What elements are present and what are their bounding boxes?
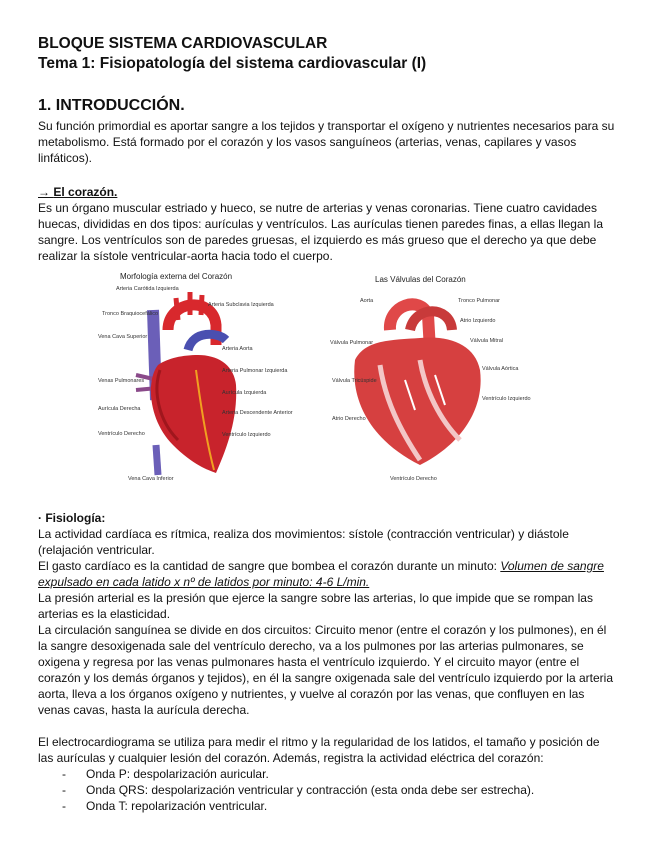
svg-text:Tronco Pulmonar: Tronco Pulmonar — [458, 298, 500, 304]
svg-text:Válvula Pulmonar: Válvula Pulmonar — [330, 340, 374, 346]
list-item: - Onda T: repolarización ventricular. — [62, 798, 618, 814]
svg-text:Atrio Derecho: Atrio Derecho — [332, 416, 366, 422]
svg-text:Ventrículo Izquierdo: Ventrículo Izquierdo — [482, 396, 531, 402]
block-title: BLOQUE SISTEMA CARDIOVASCULAR — [38, 35, 328, 52]
figures-row — [38, 270, 618, 496]
svg-text:Aurícula Derecha: Aurícula Derecha — [98, 406, 141, 412]
svg-text:Vena Cava Inferior: Vena Cava Inferior — [128, 476, 174, 482]
svg-text:Tronco Braquiocefálico: Tronco Braquiocefálico — [102, 311, 159, 317]
bullet-icon: · — [38, 511, 42, 525]
svg-text:Arteria Descendente Anterior: Arteria Descendente Anterior — [222, 410, 293, 416]
intro-paragraph: Su función primordial es aportar sangre a los tejidos y transportar el oxígeno y nutrientes necesarios para su metabolismo. Está formado por el corazón y los vasos sanguíneos (arterias, venas, capilares y vasos linfáticos). — [38, 119, 615, 165]
svg-text:Ventrículo Derecho: Ventrículo Derecho — [98, 431, 145, 437]
fisiologia-p2: El gasto cardíaco es la cantidad de sangre que bombea el corazón durante un minuto: Volumen de sangre expulsado en cada latido x nº de latidos por minuto: 4-6 L/min. — [38, 559, 604, 589]
figure-left-title: Morfología externa del Corazón — [120, 272, 233, 281]
document-page — [38, 34, 618, 814]
svg-text:Vena Cava Superior: Vena Cava Superior — [98, 334, 148, 340]
fisiologia-p4: La circulación sanguínea se divide en dos circuitos: Circuito menor (entre el corazón y los pulmones), en él la sangre desoxigenada sale del ventrículo derecho, va a los pulmones por las arterias pulmonares, se oxigena y regresa por las venas pulmonares hasta el ventrículo izquierdo. Y el circuito mayor (entre el corazón y los demás órganos y tejidos), en él la sangre oxigenada sale del ventrículo izquierdo por la arteria aorta, lleva a los órganos oxígeno y nutrientes, y vuelve al corazón por las venas, que confluyen en las venas cavas, hasta la aurícula derecha. — [38, 623, 613, 717]
svg-text:Atrio Izquierdo: Atrio Izquierdo — [460, 318, 496, 324]
fisiologia-heading: · Fisiología: — [38, 511, 106, 525]
svg-text:Válvula Aórtica: Válvula Aórtica — [482, 366, 519, 372]
svg-text:Aorta: Aorta — [360, 298, 374, 304]
heart-external-figure — [98, 270, 293, 490]
topic-title: Tema 1: Fisiopatología del sistema cardiovascular (I) — [38, 55, 427, 72]
corazon-heading — [38, 184, 618, 200]
heart-section-shape — [354, 337, 480, 465]
svg-text:Arteria Subclavia Izquierda: Arteria Subclavia Izquierda — [208, 302, 274, 308]
list-item: - Onda P: despolarización auricular. — [62, 766, 618, 782]
heart-valves-figure — [310, 270, 530, 490]
svg-text:Venas Pulmonares: Venas Pulmonares — [98, 378, 145, 384]
corazon-heading-text: El corazón. — [53, 185, 118, 199]
heart-external-illustration — [98, 270, 293, 490]
fisiologia-p5: El electrocardiograma se utiliza para medir el ritmo y la regularidad de los latidos, el tamaño y posición de las aurículas y cualquier lesión del corazón. Además, registra la actividad eléctrica del corazón: — [38, 735, 600, 765]
list-item: - Onda QRS: despolarización ventricular y contracción (esta onda debe ser estrecha). — [62, 782, 618, 798]
fisiologia-p3: La presión arterial es la presión que ejerce la sangre sobre las arterias, lo que impide que se rompan las arterias es la elasticidad. — [38, 591, 593, 621]
svg-text:Ventrículo Izquierdo: Ventrículo Izquierdo — [222, 432, 271, 438]
ondas-list — [38, 766, 618, 814]
svg-text:Arteria Pulmonar Izquierda: Arteria Pulmonar Izquierda — [222, 368, 288, 374]
figure-right-title: Las Válvulas del Corazón — [375, 275, 466, 284]
corazon-paragraph: Es un órgano muscular estriado y hueco, se nutre de arterias y venas coronarias. Tiene cuatro cavidades huecas, divididas en dos tipos: aurículas y ventrículos. Las aurículas tienen paredes finas, a ellas llegan la sangre. Los ventrículos son de paredes gruesas, el izquierdo es más grueso que el derecho ya que debe realizar la sístole ventricular-aorta hacia todo el cuerpo. — [38, 201, 603, 263]
section-heading: 1. INTRODUCCIÓN. — [38, 97, 185, 114]
arrow-icon: → — [38, 185, 50, 199]
heart-valves-illustration — [310, 270, 530, 490]
svg-text:Ventrículo Derecho: Ventrículo Derecho — [390, 476, 437, 482]
vena-cava-inferior-shape — [156, 445, 158, 475]
svg-text:Aurícula Izquierda: Aurícula Izquierda — [222, 390, 267, 396]
fisiologia-p1: La actividad cardíaca es rítmica, realiza dos movimientos: sístole (contracción ventricular) y diástole (relajación ventricular. — [38, 527, 569, 557]
gasto-formula: Volumen de sangre expulsado en cada latido x nº de latidos por minuto: 4-6 L/min. — [38, 559, 604, 589]
svg-text:Arteria Aorta: Arteria Aorta — [222, 346, 253, 352]
svg-text:Válvula Mitral: Válvula Mitral — [470, 338, 504, 344]
svg-text:Válvula Tricúspide: Válvula Tricúspide — [332, 378, 377, 384]
svg-text:Arteria Carótida Izquierda: Arteria Carótida Izquierda — [116, 286, 179, 292]
